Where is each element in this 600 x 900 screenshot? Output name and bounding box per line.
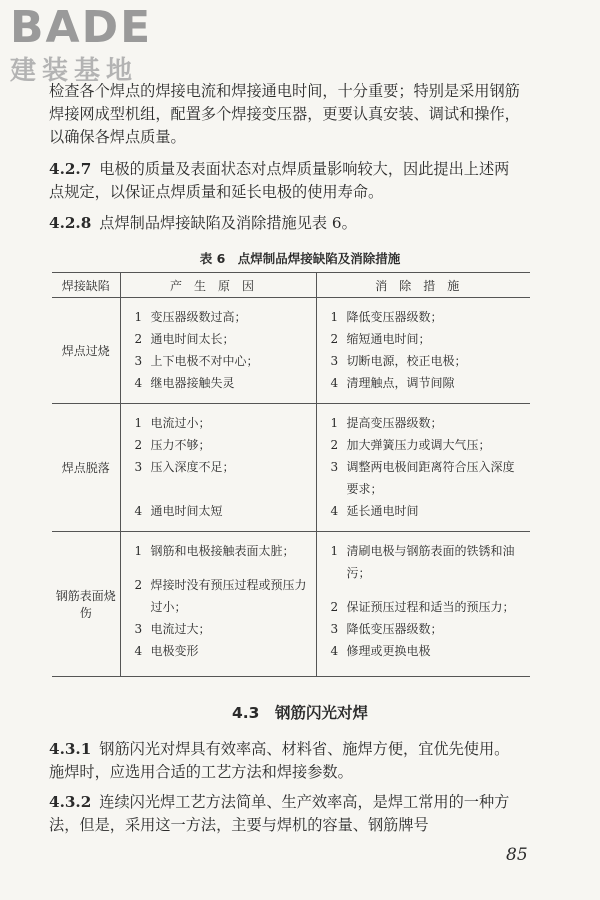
cause-cell: [120, 532, 316, 677]
table-row: [52, 404, 530, 532]
defect-cell: 焊点脱落: [52, 404, 120, 532]
clause-4-3-1: [49, 738, 524, 784]
list-item: 1 降低变压器级数；: [330, 310, 443, 324]
paragraph-text: 检查各个焊点的焊接电流和焊接通电时间，十分重要；特别是采用钢筋焊接网成型机组，配置多个焊接变压器，更要认真安装、调试和操作，以确保各焊点质量。: [49, 82, 520, 146]
list-item: 2 焊接时没有预压过程或预压力过小；: [134, 578, 307, 614]
clause-text: 电极的质量及表面状态对点焊质量影响较大，因此提出上述两点规定，以保证点焊质量和延长电极的使用寿命。: [49, 160, 510, 201]
list-item: 3 压入深度不足；: [134, 460, 235, 474]
cause-cell: [120, 404, 316, 532]
list-item: 1 提高变压器级数；: [330, 416, 443, 430]
table-caption: 表 6 点焊制品焊接缺陷及消除措施: [199, 251, 401, 266]
list-item: 3 电流过大；: [134, 622, 211, 636]
section-number: 4.3: [232, 704, 260, 722]
list-item: 4 电极变形: [134, 644, 199, 658]
list-item: 2 通电时间太长；: [134, 332, 235, 346]
list-item: 4 继电器接触失灵: [134, 376, 235, 390]
clause-text: 点焊制品焊接缺陷及消除措施见表 6。: [99, 214, 357, 232]
clause-text: 钢筋闪光对焊具有效率高、材料省、施焊方便，宜优先使用。施焊时，应选用合适的工艺方法和焊接参数。: [49, 740, 510, 781]
header-cause: 产生原因: [120, 273, 316, 298]
section-title: [0, 701, 600, 723]
list-item: 4 延长通电时间: [330, 504, 419, 518]
paragraph-continued: [49, 80, 524, 149]
list-item: 3 降低变压器级数；: [330, 622, 443, 636]
clause-4-3-2: [49, 791, 524, 837]
clause-text: 连续闪光焊工艺方法简单、生产效率高，是焊工常用的一种方法，但是，采用这一方法，主要与焊机的容量、钢筋牌号: [49, 793, 510, 834]
clause-number: 4.3.1: [49, 740, 92, 758]
remedy-cell: [316, 532, 530, 677]
list-item: 2 保证预压过程和适当的预压力；: [330, 600, 515, 614]
table-row: [52, 532, 530, 677]
section-heading: 钢筋闪光对焊: [274, 704, 368, 722]
cause-cell: [120, 298, 316, 404]
list-item: 2 压力不够；: [134, 438, 211, 452]
page-number: 85: [506, 845, 528, 865]
table-row: [52, 298, 530, 404]
remedy-cell: [316, 404, 530, 532]
defect-cell: 钢筋表面烧伤: [52, 532, 120, 677]
clause-number: 4.2.8: [49, 214, 92, 232]
clause-number: 4.2.7: [49, 160, 92, 178]
list-item: 4 清理触点，调节间隙: [330, 376, 455, 390]
logo-brand: BADE: [10, 2, 153, 53]
list-item: 2 缩短通电时间；: [330, 332, 431, 346]
defects-table: [52, 272, 530, 677]
table-header-row: [52, 273, 530, 298]
list-item: 1 清刷电极与钢筋表面的铁锈和油污；: [330, 544, 515, 580]
header-remedy: 消除措施: [316, 273, 530, 298]
list-item: 1 钢筋和电极接触表面太脏；: [134, 544, 295, 558]
logo: [10, 2, 175, 86]
list-item: 1 电流过小；: [134, 416, 211, 430]
remedy-cell: [316, 298, 530, 404]
defect-cell: 焊点过烧: [52, 298, 120, 404]
clause-4-2-8: [49, 212, 524, 235]
list-item: 1 变压器级数过高；: [134, 310, 247, 324]
header-defect: 焊接缺陷: [52, 273, 120, 298]
logo-subtitle: 建装基地: [10, 56, 139, 86]
list-item: 3 切断电源，校正电极；: [330, 354, 467, 368]
list-item: 4 通电时间太短: [134, 504, 223, 518]
clause-number: 4.3.2: [49, 793, 92, 811]
list-item: 3 调整两电极间距离符合压入深度要求；: [330, 460, 515, 496]
list-item: 3 上下电极不对中心；: [134, 354, 259, 368]
list-item: 4 修理或更换电极: [330, 644, 431, 658]
clause-4-2-7: [49, 158, 524, 204]
list-item: 2 加大弹簧压力或调大气压；: [330, 438, 491, 452]
